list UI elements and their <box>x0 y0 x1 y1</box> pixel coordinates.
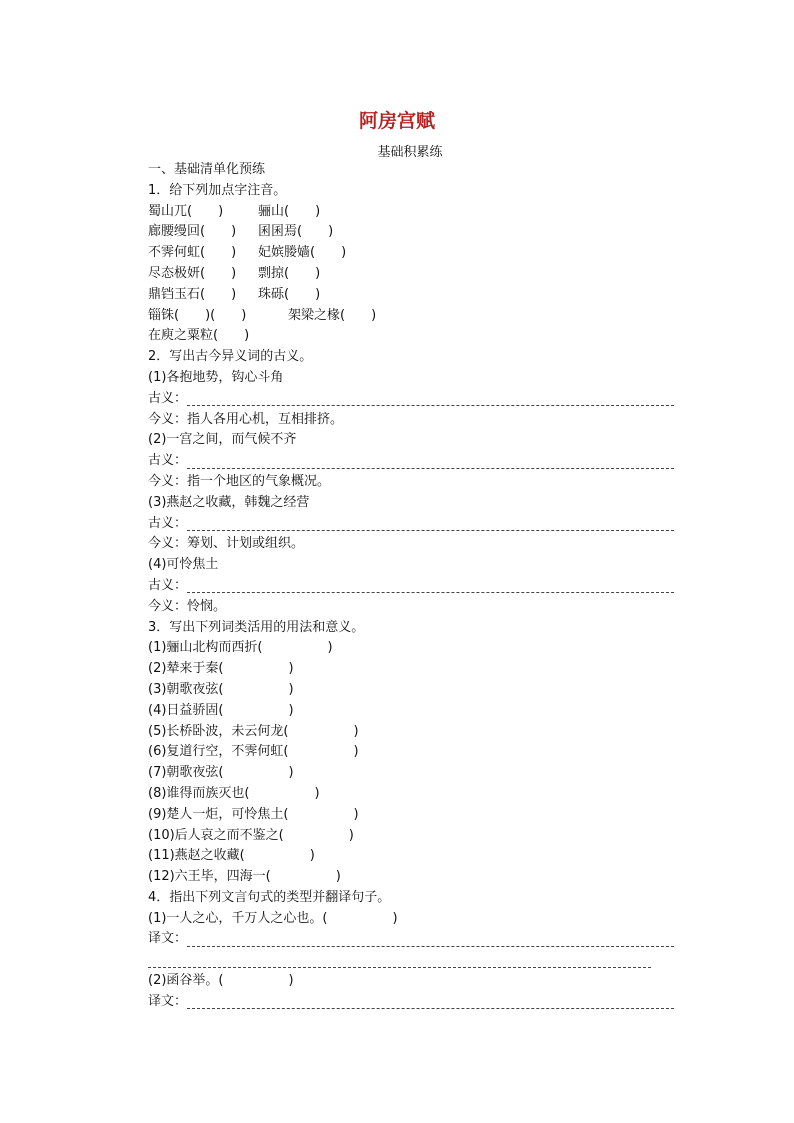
modern-meaning: 今义：指人各用心机，互相排挤。 <box>148 411 344 427</box>
pinyin-item[interactable]: 不霁何虹( ) <box>148 245 237 261</box>
usage-item[interactable]: (8)谁得而族灭也( ) <box>148 785 320 801</box>
usage-item[interactable]: (7)朝歌夜弦( ) <box>148 765 294 781</box>
old-meaning-row <box>148 389 674 410</box>
pinyin-item[interactable]: 囷囷焉( ) <box>258 224 334 240</box>
old-meaning-label: 古义： <box>148 453 188 469</box>
pinyin-row <box>148 326 674 347</box>
worksheet-body <box>148 160 674 1013</box>
answer-line[interactable] <box>187 1007 674 1009</box>
usage-item[interactable]: (10)后人哀之而不鉴之( ) <box>148 827 354 843</box>
pinyin-item[interactable]: 架梁之椽( ) <box>288 307 377 323</box>
usage-item[interactable]: (6)复道行空，不霁何虹( ) <box>148 744 359 760</box>
modern-meaning: 今义：指一个地区的气象概况。 <box>148 473 331 489</box>
section-heading: 一、基础清单化预练 <box>148 162 266 177</box>
modern-meaning: 今义：筹划、计划或组织。 <box>148 536 305 552</box>
translation-label: 译文： <box>148 931 188 947</box>
pinyin-item[interactable]: 在庾之粟粒( ) <box>148 328 250 344</box>
pinyin-row <box>148 202 674 223</box>
usage-item[interactable]: (11)燕赵之收藏( ) <box>148 848 315 864</box>
pinyin-item[interactable]: 骊山( ) <box>258 203 321 219</box>
modern-meaning: 今义：怜悯。 <box>148 598 227 614</box>
question-3-heading: 3．写出下列词类活用的用法和意义。 <box>148 619 365 635</box>
question-2-heading: 2．写出古今异义词的古义。 <box>148 349 313 365</box>
pinyin-item[interactable]: 锱铢( )( ) <box>148 307 247 323</box>
usage-item[interactable]: (9)楚人一炬，可怜焦土( ) <box>148 806 359 822</box>
old-meaning-label: 古义： <box>148 515 188 531</box>
answer-line[interactable] <box>187 591 674 593</box>
old-meaning-row <box>148 576 674 597</box>
question-1-heading: 1．给下列加点字注音。 <box>148 182 287 198</box>
translation-continuation <box>148 950 674 971</box>
archaic-phrase: (1)各抱地势，钩心斗角 <box>148 369 284 385</box>
usage-item[interactable]: (2)辇来于秦( ) <box>148 661 294 677</box>
pinyin-row <box>148 285 674 306</box>
pinyin-row <box>148 243 674 264</box>
answer-line[interactable] <box>187 945 674 947</box>
pinyin-row <box>148 306 674 327</box>
pinyin-item[interactable]: 妃嫔媵嫱( ) <box>258 245 347 261</box>
archaic-phrase: (4)可怜焦土 <box>148 557 219 573</box>
answer-line[interactable] <box>148 966 651 968</box>
pinyin-item[interactable]: 尽态极妍( ) <box>148 265 237 281</box>
question-4-heading: 4．指出下列文言句式的类型并翻译句子。 <box>148 889 391 905</box>
sentence-item[interactable]: (2)函谷举。( ) <box>148 973 294 989</box>
answer-line[interactable] <box>187 404 674 406</box>
answer-line[interactable] <box>187 529 674 531</box>
old-meaning-label: 古义： <box>148 577 188 593</box>
usage-item[interactable]: (5)长桥卧波，未云何龙( ) <box>148 723 359 739</box>
old-meaning-row <box>148 514 674 535</box>
translation-label: 译文： <box>148 993 188 1009</box>
usage-item[interactable]: (1)骊山北构而西折( ) <box>148 640 333 656</box>
pinyin-row <box>148 264 674 285</box>
pinyin-item[interactable]: 蜀山兀( ) <box>148 203 224 219</box>
old-meaning-label: 古义： <box>148 390 188 406</box>
pinyin-item[interactable]: 廊腰缦回( ) <box>148 224 237 240</box>
old-meaning-row <box>148 451 674 472</box>
usage-item[interactable]: (3)朝歌夜弦( ) <box>148 681 294 697</box>
pinyin-item[interactable]: 剽掠( ) <box>258 265 321 281</box>
archaic-phrase: (3)燕赵之收藏，韩魏之经营 <box>148 494 310 510</box>
pinyin-item[interactable]: 鼎铛玉石( ) <box>148 286 237 302</box>
sentence-item[interactable]: (1)一人之心，千万人之心也。( ) <box>148 910 398 926</box>
archaic-phrase: (2)一宫之间，而气候不齐 <box>148 432 297 448</box>
page-title: 阿房宫赋 <box>358 110 435 132</box>
translation-row <box>148 929 674 950</box>
usage-item[interactable]: (12)六王毕，四海一( ) <box>148 869 341 885</box>
translation-row <box>148 992 674 1013</box>
pinyin-item[interactable]: 珠砾( ) <box>258 286 321 302</box>
usage-item[interactable]: (4)日益骄固( ) <box>148 702 294 718</box>
page-subtitle: 基础积累练 <box>377 145 443 160</box>
answer-line[interactable] <box>187 467 674 469</box>
pinyin-row <box>148 222 674 243</box>
